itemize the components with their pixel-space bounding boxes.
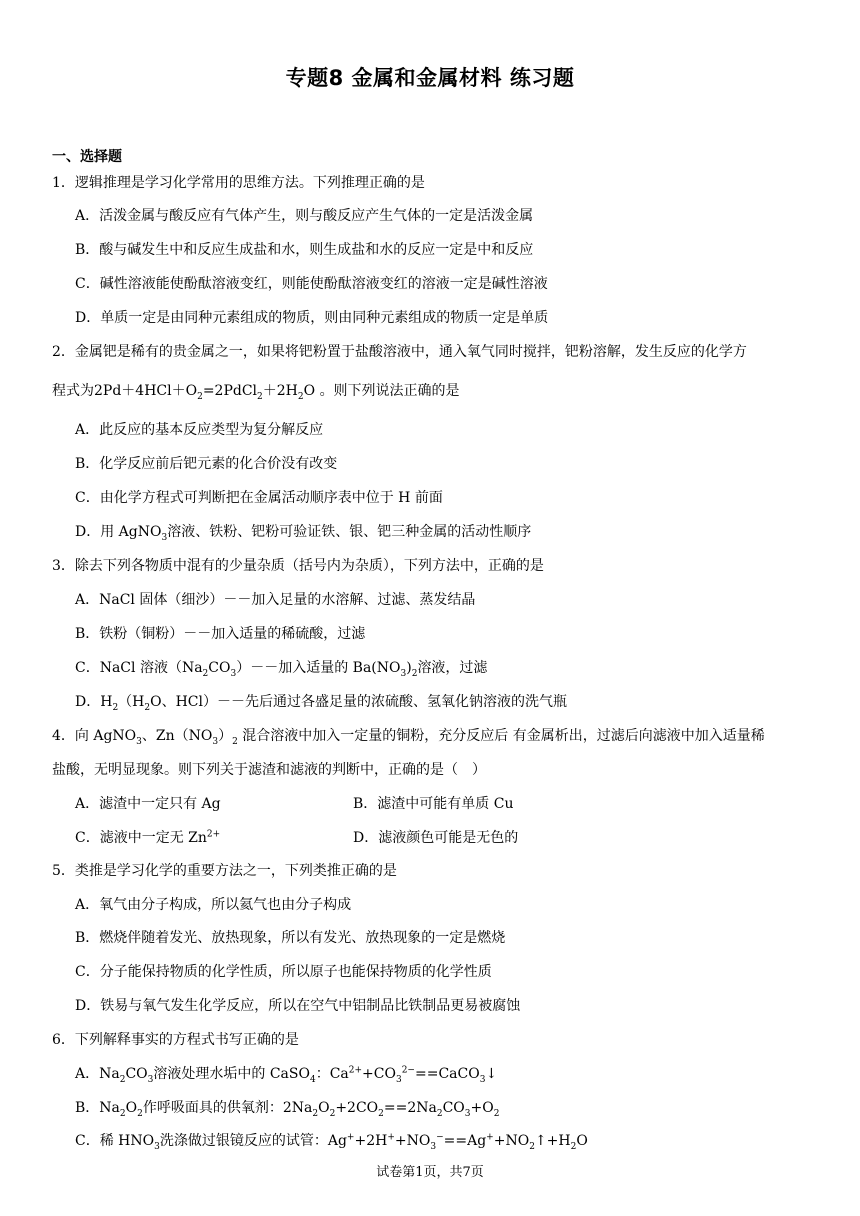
section-heading: 一、选择题 <box>52 149 122 165</box>
question-3-option-b: B．铁粉（铜粉）－－加入适量的稀硫酸，过滤 <box>75 626 366 642</box>
page-footer: 试卷第1页，共7页 <box>376 1165 484 1180</box>
question-3-stem: 3．除去下列各物质中混有的少量杂质（括号内为杂质），下列方法中，正确的是 <box>52 558 544 574</box>
question-2-stem-line1: 2．金属钯是稀有的贵金属之一，如果将钯粉置于盐酸溶液中，通入氧气同时搅拌，钯粉溶解，发生反应的化学方 <box>52 344 747 360</box>
question-2-stem-line2: 程式为$2Pd+4HCl+O_2=2PdCl_2+2H_2O$ 。则下列说法正确的是 <box>52 383 460 402</box>
question-2-option-b: B．化学反应前后钯元素的化合价没有改变 <box>75 456 338 472</box>
question-6-option-b: B．$Na_2O_2$作呼吸面具的供氧剂：$2Na_2O_2+2CO_2==2Na_2CO_3+O_2$ <box>75 1100 500 1119</box>
question-2-option-c: C．由化学方程式可判断把在金属活动顺序表中位于 H 前面 <box>75 490 443 506</box>
question-6-option-c: C．稀 $HNO_3$洗涤做过银镜反应的试管：$Ag^++2H^++NO_3^-==Ag^++NO_2↑+H_2O$ <box>75 1132 588 1152</box>
page-title: 专题8 金属和金属材料 练习题 <box>285 66 575 90</box>
question-4-option-c: C．滤液中一定无 $Zn^{2+}$ <box>75 829 221 846</box>
question-2-option-d: D．用 AgNO$_3$溶液、铁粉、钯粉可验证铁、银、钯三种金属的活动性顺序 <box>75 524 532 543</box>
question-6-option-a: A．$Na_2CO_3$溶液处理水垢中的 CaSO$_4$：$Ca^{2+}+CO_3^{2-}==CaCO_3↓$ <box>75 1065 498 1085</box>
question-3-option-d: D．$H_2(H_2O$、HCl）－－先后通过各盛足量的浓硫酸、氢氧化钠溶液的洗气瓶 <box>75 694 567 713</box>
question-6-stem: 6．下列解释事实的方程式书写正确的是 <box>52 1032 299 1048</box>
question-2-option-a: A．此反应的基本反应类型为复分解反应 <box>75 422 324 438</box>
question-1-stem: 1．逻辑推理是学习化学常用的思维方法。下列推理正确的是 <box>52 175 425 191</box>
question-1-option-c: C．碱性溶液能使酚酞溶液变红，则能使酚酞溶液变红的溶液一定是碱性溶液 <box>75 276 548 292</box>
question-4-option-d: D．滤液颜色可能是无色的 <box>353 830 519 846</box>
question-4-option-a: A．滤渣中一定只有 Ag <box>75 796 221 812</box>
question-1-option-b: B．酸与碱发生中和反应生成盐和水，则生成盐和水的反应一定是中和反应 <box>75 242 534 258</box>
question-5-stem: 5．类推是学习化学的重要方法之一，下列类推正确的是 <box>52 863 397 879</box>
question-1-option-d: D．单质一定是由同种元素组成的物质，则由同种元素组成的物质一定是单质 <box>75 310 549 326</box>
question-4-stem-line1: 4．向 AgNO$_3$、$Zn(NO_3)_2$ 混合溶液中加入一定量的铜粉，充分反应后 有金属析出，过滤后向滤液中加入适量稀 <box>52 728 765 747</box>
question-5-option-b: B．燃烧伴随着发光、放热现象，所以有发光、放热现象的一定是燃烧 <box>75 930 506 946</box>
question-5-option-c: C．分子能保持物质的化学性质，所以原子也能保持物质的化学性质 <box>75 964 492 980</box>
question-1-option-a: A．活泼金属与酸反应有气体产生，则与酸反应产生气体的一定是活泼金属 <box>75 208 534 224</box>
question-5-option-a: A．氧气由分子构成，所以氦气也由分子构成 <box>75 897 352 913</box>
question-5-option-d: D．铁易与氧气发生化学反应，所以在空气中铝制品比铁制品更易被腐蚀 <box>75 998 521 1014</box>
question-4-option-b: B．滤渣中可能有单质 Cu <box>353 796 514 812</box>
question-3-option-a: A．NaCl 固体（细沙）－－加入足量的水溶解、过滤、蒸发结晶 <box>75 592 476 608</box>
chemical-equation: $2Pd+4HCl+O_2=2PdCl_2+2H_2O$ <box>94 383 316 402</box>
question-3-option-c: C．NaCl 溶液$(Na_2CO_3)--$加入适量的 $Ba(NO_3)_2$溶液，过滤 <box>75 660 488 679</box>
question-4-stem-line2: 盐酸，无明显现象。则下列关于滤渣和滤液的判断中，正确的是（ ） <box>52 762 486 778</box>
